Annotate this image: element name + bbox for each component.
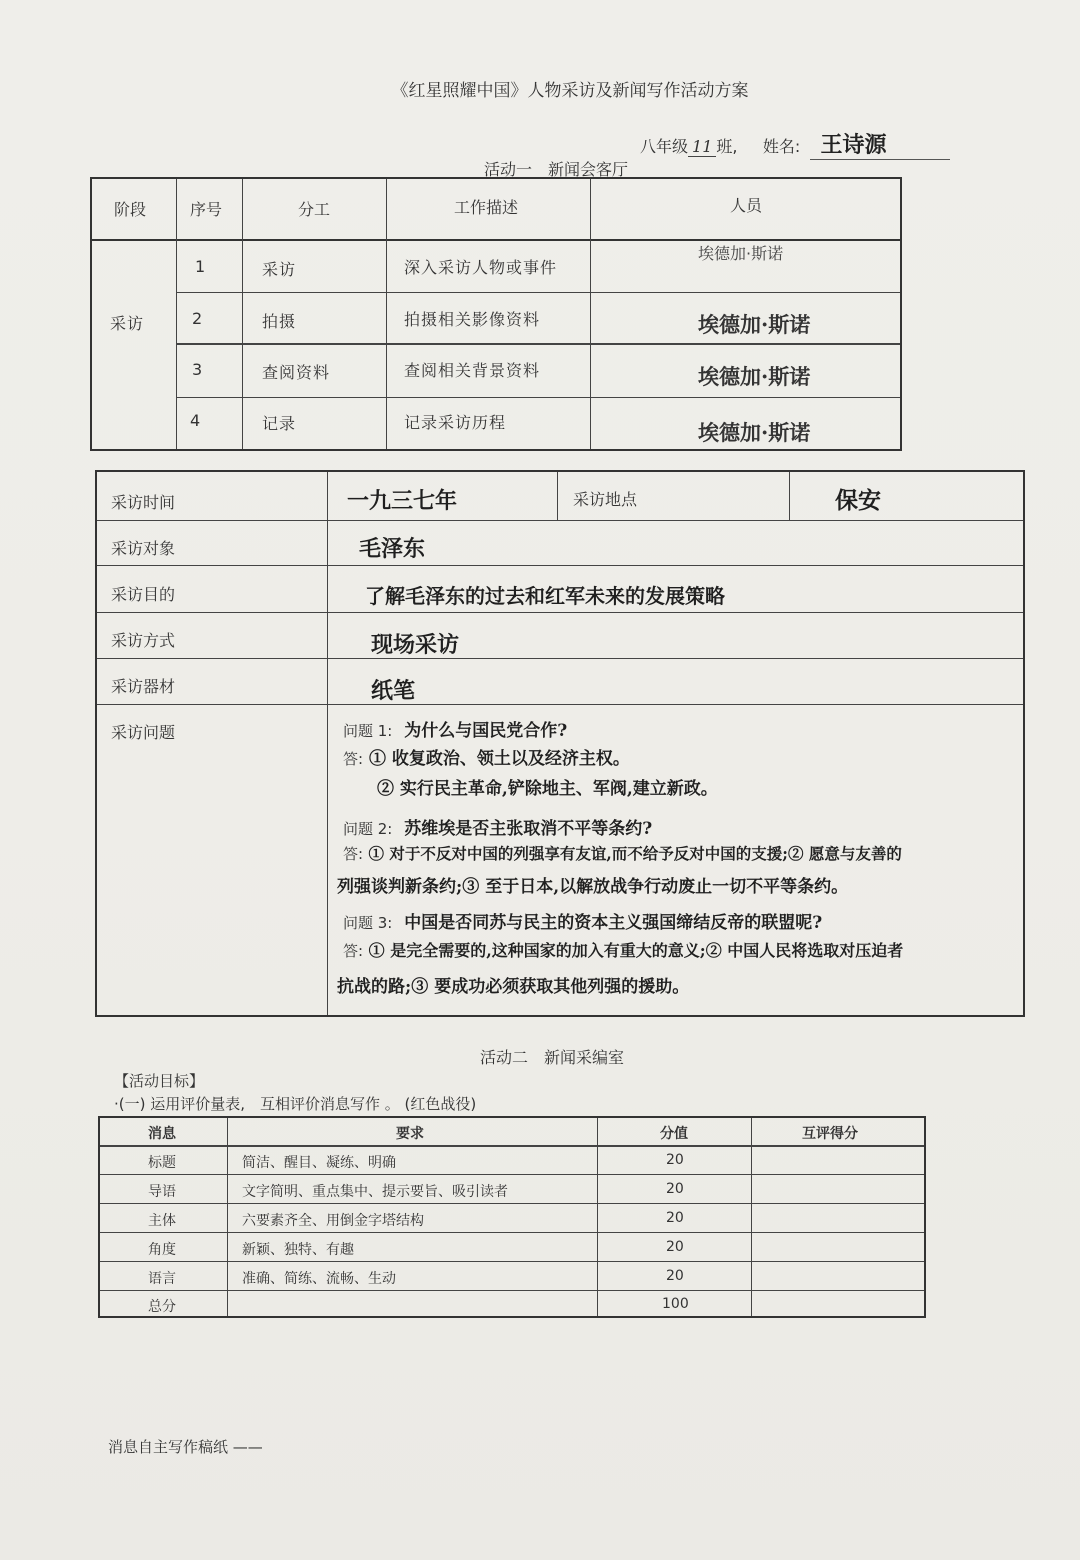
row2-task: 拍摄 [262, 312, 297, 331]
row3-person: 埃德加·斯诺 [698, 364, 811, 389]
row2-description: 拍摄相关影像资料 [404, 310, 541, 329]
eval-header-item: 消息 [148, 1126, 176, 1142]
footer-draft-paper: 消息自主写作稿纸 —— [108, 1438, 263, 1456]
answer-1-line-2: ② 实行民主革命,铲除地主、军阀,建立新政。 [377, 779, 718, 799]
activity1-title: 活动一 新闻会客厅 [484, 160, 629, 179]
eval-row5-score: 20 [666, 1268, 684, 1284]
answer-3-label: 答: [343, 942, 364, 960]
question-1 [343, 716, 567, 741]
eval-row5-requirement: 准确、简练、流畅、生动 [242, 1271, 396, 1287]
target-value: 毛泽东 [359, 536, 426, 562]
eval-row5-item: 语言 [148, 1271, 176, 1287]
answer-1-label: 答: [343, 750, 364, 768]
eval-row4-score: 20 [666, 1239, 684, 1255]
eval-row4-item: 角度 [148, 1242, 176, 1258]
header-person: 人员 [730, 196, 763, 215]
eval-row2-score: 20 [666, 1181, 684, 1197]
evaluation-table [98, 1116, 926, 1318]
purpose-value: 了解毛泽东的过去和红军未来的发展策略 [365, 584, 725, 608]
question-3 [343, 908, 822, 933]
row1-number: 1 [195, 257, 207, 276]
header-stage: 阶段 [114, 200, 147, 219]
eval-row3-requirement: 六要素齐全、用倒金字塔结构 [242, 1213, 424, 1229]
header-task: 分工 [298, 200, 331, 219]
target-label: 采访对象 [111, 539, 176, 558]
eval-row1-item: 标题 [148, 1155, 176, 1171]
question-2-text: 苏维埃是否主张取消不平等条约? [404, 819, 653, 839]
eval-header-score: 分值 [660, 1126, 688, 1142]
place-label: 采访地点 [573, 490, 638, 509]
time-value: 一九三七年 [347, 488, 458, 514]
row4-person: 埃德加·斯诺 [698, 420, 811, 445]
eval-row6-score: 100 [662, 1296, 689, 1312]
row3-task: 查阅资料 [262, 363, 331, 382]
row2-number: 2 [192, 309, 204, 328]
grade-label: 八年级 [640, 137, 689, 156]
method-value: 现场采访 [371, 632, 460, 658]
answer-1-line-1 [343, 744, 630, 769]
eval-row6-item: 总分 [148, 1299, 176, 1315]
goal-heading: 【活动目标】 [114, 1072, 205, 1090]
place-value: 保安 [835, 487, 881, 514]
interview-table [95, 470, 1025, 1017]
questions-label: 采访问题 [111, 723, 176, 742]
row4-task: 记录 [262, 414, 297, 433]
question-2 [343, 814, 652, 839]
eval-row1-score: 20 [666, 1152, 684, 1168]
answer-2-line-1 [343, 842, 902, 864]
answer-2-label: 答: [343, 845, 364, 863]
eval-row3-item: 主体 [148, 1213, 176, 1229]
eval-header-peer-score: 互评得分 [802, 1126, 858, 1142]
division-table [90, 177, 902, 451]
answer-2-text-1: ① 对于不反对中国的列强享有友谊,而不给予反对中国的支援;② 愿意与友善的 [368, 844, 902, 863]
question-3-text: 中国是否同苏与民主的资本主义强国缔结反帝的联盟呢? [404, 913, 823, 933]
eval-row3-score: 20 [666, 1210, 684, 1226]
class-info-line [640, 128, 950, 160]
document-title: 《红星照耀中国》人物采访及新闻写作活动方案 [391, 81, 749, 101]
time-label: 采访时间 [111, 493, 176, 512]
activity2-title: 活动二 新闻采编室 [480, 1048, 625, 1067]
row1-person: 埃德加·斯诺 [698, 244, 784, 263]
row3-description: 查阅相关背景资料 [404, 361, 541, 380]
eval-row4-requirement: 新颖、独特、有趣 [242, 1242, 354, 1258]
goal-item: ·(一) 运用评价量表, 互相评价消息写作 。 (红色战役) [114, 1095, 477, 1113]
name-label: 姓名: [762, 137, 801, 156]
row4-number: 4 [190, 411, 202, 430]
tools-label: 采访器材 [111, 677, 176, 696]
question-3-label: 问题 3: [343, 914, 393, 932]
class-suffix: 班, [716, 137, 738, 156]
class-number: 11 [688, 137, 716, 157]
row2-person: 埃德加·斯诺 [698, 312, 811, 337]
answer-3-line-1 [343, 938, 903, 961]
stage-cell: 采访 [110, 314, 145, 333]
eval-row2-item: 导语 [148, 1184, 176, 1200]
answer-2-line-2: 列强谈判新条约;③ 至于日本,以解放战争行动废止一切不平等条约。 [337, 877, 849, 897]
answer-3-text-1: ① 是完全需要的,这种国家的加入有重大的意义;② 中国人民将选取对压迫者 [368, 941, 904, 960]
row1-description: 深入采访人物或事件 [404, 258, 558, 277]
answer-3-line-2: 抗战的路;③ 要成功必须获取其他列强的援助。 [337, 977, 690, 997]
row4-description: 记录采访历程 [404, 413, 507, 432]
question-2-label: 问题 2: [343, 820, 393, 838]
row1-task: 采访 [262, 260, 297, 279]
question-1-label: 问题 1: [343, 722, 393, 740]
method-label: 采访方式 [111, 631, 176, 650]
eval-row1-requirement: 简洁、醒目、凝练、明确 [242, 1155, 396, 1171]
header-description: 工作描述 [454, 198, 519, 217]
tools-value: 纸笔 [371, 678, 416, 704]
answer-1-text-1: ① 收复政治、领土以及经济主权。 [368, 749, 630, 769]
student-name: 王诗源 [810, 128, 950, 160]
row3-number: 3 [192, 360, 204, 379]
header-number: 序号 [190, 200, 223, 219]
eval-row2-requirement: 文字简明、重点集中、提示要旨、吸引读者 [242, 1184, 508, 1200]
eval-header-requirement: 要求 [396, 1126, 424, 1142]
purpose-label: 采访目的 [111, 585, 176, 604]
question-1-text: 为什么与国民党合作? [404, 721, 568, 741]
